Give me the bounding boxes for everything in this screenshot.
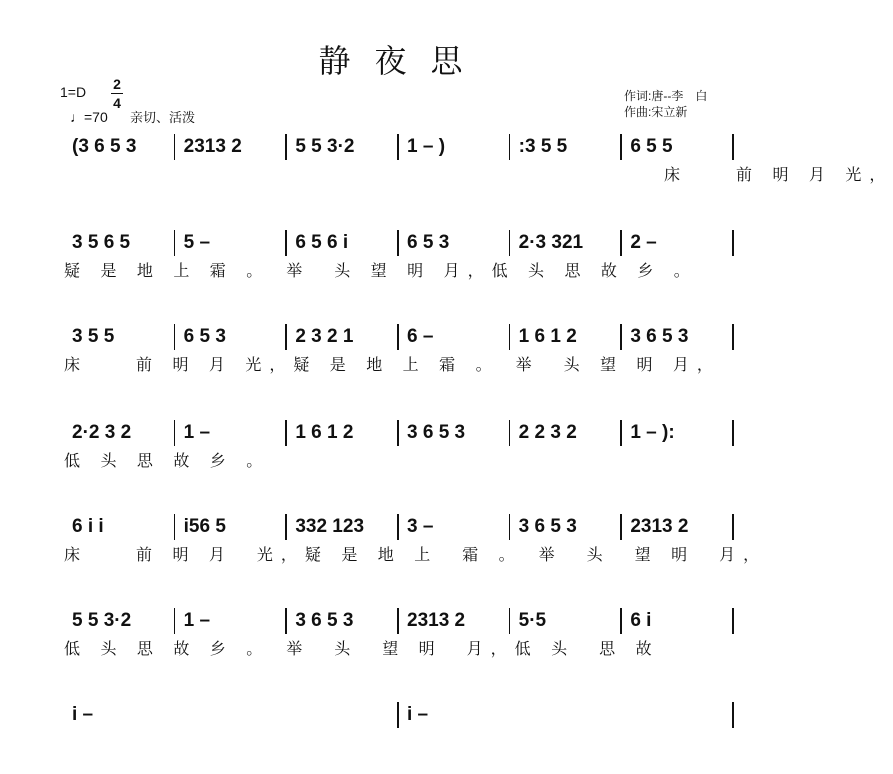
measure: (3 6 5 3 — [72, 136, 137, 157]
measure: 1 – ): — [630, 422, 675, 443]
measure: i56 5 — [183, 516, 226, 537]
bar-line — [397, 514, 399, 540]
lyric-line: 低 头 思 故 乡 。 — [64, 453, 271, 470]
measure: 3 6 5 3 — [407, 422, 466, 443]
measure: 1 – — [183, 422, 211, 443]
bar-line — [397, 134, 399, 160]
tempo-marking: ♩=70 — [70, 109, 108, 125]
bar-line — [397, 324, 399, 350]
measure: 6 – — [407, 326, 434, 347]
measure: 1 6 1 2 — [518, 326, 577, 347]
time-signature-bottom: 4 — [113, 95, 121, 111]
measure: 1 – ) — [407, 136, 446, 157]
measure: 3 5 5 — [72, 326, 115, 347]
bar-line — [285, 230, 287, 256]
expression-marking: 亲切、活泼 — [130, 110, 196, 125]
bar-line — [620, 324, 622, 350]
measure: 2 – — [630, 232, 657, 253]
bar-line — [174, 230, 176, 256]
bar-line — [509, 230, 511, 256]
bar-line — [509, 134, 511, 160]
time-signature-top: 2 — [113, 76, 121, 92]
measure: 3 6 5 3 — [518, 516, 577, 537]
time-signature — [111, 76, 123, 111]
notation-line — [64, 228, 734, 260]
notation-line — [64, 606, 734, 638]
measure: 3 6 5 3 — [630, 326, 689, 347]
bar-line — [732, 230, 734, 256]
measure: 5 – — [183, 232, 211, 253]
measure: 5·5 — [518, 610, 547, 631]
bar-line — [285, 324, 287, 350]
bar-line — [285, 134, 287, 160]
measure: :3 5 5 — [518, 136, 568, 157]
notation-line — [64, 322, 734, 354]
notation-line — [64, 132, 734, 164]
measure: 6 5 3 — [183, 326, 226, 347]
measure: 5 5 3·2 — [72, 610, 132, 631]
lyric-line: 床 前 明 月 光，疑 是 地 上 霜 。 举 头 望 明 月， — [64, 547, 768, 564]
measure: 2 3 2 1 — [295, 326, 354, 347]
bar-line — [620, 420, 622, 446]
lyric-line: 床 前 明 月 光，疑 是 地 上 霜 。 举 头 望 明 月， — [64, 357, 721, 374]
notation-line — [64, 512, 734, 544]
measure: 6 5 6 i — [295, 232, 349, 253]
bar-line — [397, 702, 399, 728]
lyric-line: 疑 是 地 上 霜 。 举 头 望 明 月，低 头 思 故 乡 。 — [64, 263, 698, 280]
measure: 2313 2 — [407, 610, 466, 631]
bar-line — [285, 514, 287, 540]
bar-line — [732, 514, 734, 540]
bar-line — [620, 134, 622, 160]
bar-line — [285, 608, 287, 634]
lyric-line: 床 前 明 月 光， — [64, 167, 893, 184]
time-signature-divider — [111, 93, 123, 94]
bar-line — [285, 420, 287, 446]
bar-line — [732, 134, 734, 160]
bar-line — [620, 514, 622, 540]
measure: 2 2 3 2 — [518, 422, 577, 443]
measure: 5 5 3·2 — [295, 136, 355, 157]
measure: 3 5 6 5 — [72, 232, 131, 253]
measure: 6 5 5 — [630, 136, 673, 157]
measure: 1 6 1 2 — [295, 422, 354, 443]
measure: 6 i — [630, 610, 652, 631]
bar-line — [397, 420, 399, 446]
bar-line — [732, 324, 734, 350]
measure: 1 – — [183, 610, 211, 631]
measure: i – — [72, 704, 94, 725]
lyric-line: 低 头 思 故 乡 。 举 头 望 明 月，低 头 思 故 — [64, 641, 660, 658]
lyricist-credit: 作词:唐--李 白 — [624, 89, 708, 103]
bar-line — [732, 420, 734, 446]
measure: 6 i i — [72, 516, 104, 537]
notation-line — [64, 418, 734, 450]
measure: 2313 2 — [630, 516, 689, 537]
bar-line — [732, 702, 734, 728]
measure: 2313 2 — [183, 136, 242, 157]
measure: i – — [407, 704, 429, 725]
composer-credit: 作曲:宋立新 — [624, 105, 688, 119]
bar-line — [509, 420, 511, 446]
song-title: 静夜思 — [318, 42, 487, 80]
bar-line — [732, 608, 734, 634]
key-signature: 1=D — [60, 84, 87, 100]
bar-line — [620, 608, 622, 634]
measure: 332 123 — [295, 516, 365, 537]
measure: 3 – — [407, 516, 434, 537]
bar-line — [174, 420, 176, 446]
measure: 2·3 321 — [518, 232, 584, 253]
bar-line — [509, 324, 511, 350]
measure: 2·2 3 2 — [72, 422, 132, 443]
measure: 3 6 5 3 — [295, 610, 354, 631]
bar-line — [174, 608, 176, 634]
bar-line — [174, 134, 176, 160]
bar-line — [174, 514, 176, 540]
bar-line — [397, 608, 399, 634]
bar-line — [174, 324, 176, 350]
notation-line — [64, 700, 734, 732]
bar-line — [509, 608, 511, 634]
bar-line — [509, 514, 511, 540]
bar-line — [620, 230, 622, 256]
measure: 6 5 3 — [407, 232, 450, 253]
bar-line — [397, 230, 399, 256]
